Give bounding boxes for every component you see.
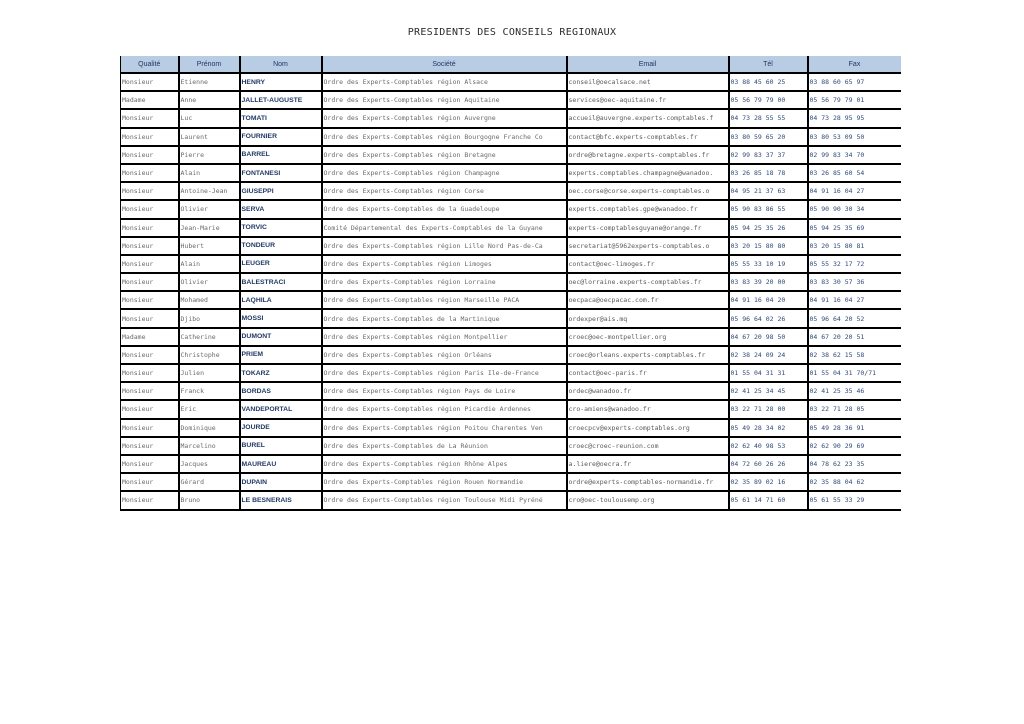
table-row bbox=[121, 128, 901, 146]
table-row bbox=[121, 109, 901, 127]
table-row bbox=[121, 182, 901, 200]
cell-fax: 05 49 28 36 91 bbox=[808, 419, 901, 437]
cell-qualite: Monsieur bbox=[121, 182, 179, 200]
cell-email: oec@lorraine.experts-comptables.fr bbox=[567, 273, 729, 291]
cell-nom: MOSSI bbox=[240, 309, 322, 327]
table-row bbox=[121, 273, 901, 291]
cell-societe: Ordre des Experts-Comptables région Rhône Alpes bbox=[322, 455, 567, 473]
cell-societe: Ordre des Experts-Comptables région Bretagne bbox=[322, 146, 567, 164]
cell-societe: Ordre des Experts-Comptables de la Guadeloupe bbox=[322, 200, 567, 218]
table-row bbox=[121, 473, 901, 491]
cell-nom: TONDEUR bbox=[240, 237, 322, 255]
cell-tel: 02 41 25 34 45 bbox=[729, 382, 808, 400]
header-qualite: Qualité bbox=[121, 56, 179, 73]
cell-prenom: Pierre bbox=[179, 146, 240, 164]
cell-nom: TOKARZ bbox=[240, 364, 322, 382]
cell-tel: 05 49 28 34 02 bbox=[729, 419, 808, 437]
header-prenom: Prénom bbox=[179, 56, 240, 73]
cell-prenom: Jean-Marie bbox=[179, 219, 240, 237]
header-email: Email bbox=[567, 56, 729, 73]
cell-societe: Ordre des Experts-Comptables région Marseille PACA bbox=[322, 291, 567, 309]
cell-qualite: Monsieur bbox=[121, 491, 179, 509]
cell-tel: 01 55 04 31 31 bbox=[729, 364, 808, 382]
cell-prenom: Luc bbox=[179, 109, 240, 127]
table-row bbox=[121, 219, 901, 237]
cell-email: ordre@experts-comptables-normandie.fr bbox=[567, 473, 729, 491]
cell-tel: 02 99 83 37 37 bbox=[729, 146, 808, 164]
cell-email: secretariat@5962experts-comptables.o bbox=[567, 237, 729, 255]
table-row bbox=[121, 200, 901, 218]
cell-societe: Ordre des Experts-Comptables région Alsace bbox=[322, 73, 567, 91]
cell-fax: 03 26 85 60 54 bbox=[808, 164, 901, 182]
cell-qualite: Madame bbox=[121, 328, 179, 346]
cell-tel: 04 72 60 26 26 bbox=[729, 455, 808, 473]
table-row bbox=[121, 309, 901, 327]
cell-nom: TOMATI bbox=[240, 109, 322, 127]
table-row bbox=[121, 437, 901, 455]
cell-nom: BALESTRACI bbox=[240, 273, 322, 291]
table-body bbox=[121, 73, 901, 510]
table-row bbox=[121, 455, 901, 473]
cell-fax: 02 99 83 34 70 bbox=[808, 146, 901, 164]
cell-prenom: Eric bbox=[179, 400, 240, 418]
cell-qualite: Monsieur bbox=[121, 473, 179, 491]
cell-qualite: Monsieur bbox=[121, 109, 179, 127]
header-row bbox=[121, 56, 901, 73]
cell-qualite: Monsieur bbox=[121, 164, 179, 182]
cell-email: ordexper@ais.mq bbox=[567, 309, 729, 327]
table-row bbox=[121, 400, 901, 418]
cell-tel: 05 55 33 10 19 bbox=[729, 255, 808, 273]
cell-societe: Ordre des Experts-Comptables région Limoges bbox=[322, 255, 567, 273]
cell-societe: Ordre des Experts-Comptables région Lille Nord Pas-de-Ca bbox=[322, 237, 567, 255]
cell-prenom: Hubert bbox=[179, 237, 240, 255]
cell-nom: LEUGER bbox=[240, 255, 322, 273]
cell-nom: VANDEPORTAL bbox=[240, 400, 322, 418]
cell-tel: 02 38 24 09 24 bbox=[729, 346, 808, 364]
cell-fax: 04 73 28 95 95 bbox=[808, 109, 901, 127]
table-header bbox=[121, 56, 901, 73]
cell-email: experts.comptables.gpe@wanadoo.fr bbox=[567, 200, 729, 218]
cell-fax: 02 62 90 29 69 bbox=[808, 437, 901, 455]
cell-fax: 02 35 88 04 62 bbox=[808, 473, 901, 491]
table-row bbox=[121, 419, 901, 437]
cell-email: croec@oec-montpellier.org bbox=[567, 328, 729, 346]
cell-prenom: Alain bbox=[179, 164, 240, 182]
cell-prenom: Etienne bbox=[179, 73, 240, 91]
cell-email: contact@oec-paris.fr bbox=[567, 364, 729, 382]
cell-fax: 01 55 04 31 70/71 bbox=[808, 364, 901, 382]
page-title: PRESIDENTS DES CONSEILS REGIONAUX bbox=[407, 27, 617, 38]
cell-email: cro@oec-toulousemp.org bbox=[567, 491, 729, 509]
cell-societe: Ordre des Experts-Comptables région Montpellier bbox=[322, 328, 567, 346]
cell-prenom: Olivier bbox=[179, 273, 240, 291]
cell-email: cro-amiens@wanadoo.fr bbox=[567, 400, 729, 418]
cell-qualite: Monsieur bbox=[121, 237, 179, 255]
cell-prenom: Laurent bbox=[179, 128, 240, 146]
cell-email: ordre@bretagne.experts-comptables.fr bbox=[567, 146, 729, 164]
cell-email: contact@bfc.experts-comptables.fr bbox=[567, 128, 729, 146]
cell-fax: 04 67 20 20 51 bbox=[808, 328, 901, 346]
cell-fax: 03 80 53 09 50 bbox=[808, 128, 901, 146]
header-societe: Société bbox=[322, 56, 567, 73]
cell-societe: Ordre des Experts-Comptables région Champagne bbox=[322, 164, 567, 182]
table-row bbox=[121, 346, 901, 364]
table-row bbox=[121, 364, 901, 382]
cell-fax: 05 61 55 33 29 bbox=[808, 491, 901, 509]
cell-email: experts.comptables.champagne@wanadoo. bbox=[567, 164, 729, 182]
table-row bbox=[121, 164, 901, 182]
cell-fax: 02 38 62 15 58 bbox=[808, 346, 901, 364]
cell-societe: Ordre des Experts-Comptables région Picardie Ardennes bbox=[322, 400, 567, 418]
cell-fax: 04 91 16 04 27 bbox=[808, 182, 901, 200]
table-row bbox=[121, 382, 901, 400]
cell-societe: Comité Départemental des Experts-Comptables de la Guyane bbox=[322, 219, 567, 237]
cell-societe: Ordre des Experts-Comptables région Aquitaine bbox=[322, 91, 567, 109]
cell-qualite: Monsieur bbox=[121, 309, 179, 327]
table-row bbox=[121, 328, 901, 346]
cell-qualite: Monsieur bbox=[121, 146, 179, 164]
table-row bbox=[121, 146, 901, 164]
cell-nom: BORDAS bbox=[240, 382, 322, 400]
cell-societe: Ordre des Experts-Comptables région Pays de Loire bbox=[322, 382, 567, 400]
cell-nom: TORVIC bbox=[240, 219, 322, 237]
cell-qualite: Monsieur bbox=[121, 291, 179, 309]
cell-prenom: Mohamed bbox=[179, 291, 240, 309]
cell-qualite: Monsieur bbox=[121, 73, 179, 91]
cell-prenom: Christophe bbox=[179, 346, 240, 364]
cell-email: conseil@oecalsace.net bbox=[567, 73, 729, 91]
cell-prenom: Bruno bbox=[179, 491, 240, 509]
cell-societe: Ordre des Experts-Comptables région Orléans bbox=[322, 346, 567, 364]
cell-tel: 03 26 85 18 78 bbox=[729, 164, 808, 182]
cell-nom: DUMONT bbox=[240, 328, 322, 346]
cell-prenom: Gérard bbox=[179, 473, 240, 491]
cell-qualite: Monsieur bbox=[121, 255, 179, 273]
cell-tel: 04 67 20 98 50 bbox=[729, 328, 808, 346]
cell-fax: 05 55 32 17 72 bbox=[808, 255, 901, 273]
cell-nom: SERVA bbox=[240, 200, 322, 218]
cell-nom: BARREL bbox=[240, 146, 322, 164]
cell-nom: BUREL bbox=[240, 437, 322, 455]
table-row bbox=[121, 73, 901, 91]
cell-qualite: Monsieur bbox=[121, 364, 179, 382]
cell-email: ordec@wanadoo.fr bbox=[567, 382, 729, 400]
cell-prenom: Olivier bbox=[179, 200, 240, 218]
cell-fax: 05 94 25 35 69 bbox=[808, 219, 901, 237]
cell-tel: 03 20 15 80 80 bbox=[729, 237, 808, 255]
cell-nom: FONTANESI bbox=[240, 164, 322, 182]
cell-qualite: Monsieur bbox=[121, 437, 179, 455]
cell-nom: JALLET-AUGUSTE bbox=[240, 91, 322, 109]
cell-email: oecpaca@oecpacac.com.fr bbox=[567, 291, 729, 309]
cell-tel: 02 35 89 02 16 bbox=[729, 473, 808, 491]
cell-fax: 04 91 16 04 27 bbox=[808, 291, 901, 309]
cell-nom: DUPAIN bbox=[240, 473, 322, 491]
cell-fax: 05 90 90 30 34 bbox=[808, 200, 901, 218]
cell-nom: FOURNIER bbox=[240, 128, 322, 146]
cell-tel: 03 80 59 65 20 bbox=[729, 128, 808, 146]
cell-fax: 03 88 60 65 97 bbox=[808, 73, 901, 91]
cell-prenom: Catherine bbox=[179, 328, 240, 346]
table-row bbox=[121, 91, 901, 109]
cell-tel: 02 62 40 98 53 bbox=[729, 437, 808, 455]
cell-societe: Ordre des Experts-Comptables région Auvergne bbox=[322, 109, 567, 127]
cell-prenom: Alain bbox=[179, 255, 240, 273]
header-nom: Nom bbox=[240, 56, 322, 73]
cell-tel: 05 61 14 71 60 bbox=[729, 491, 808, 509]
cell-societe: Ordre des Experts-Comptables de la Martinique bbox=[322, 309, 567, 327]
cell-tel: 04 73 28 55 55 bbox=[729, 109, 808, 127]
cell-fax: 02 41 25 35 46 bbox=[808, 382, 901, 400]
cell-qualite: Monsieur bbox=[121, 128, 179, 146]
cell-societe: Ordre des Experts-Comptables région Lorraine bbox=[322, 273, 567, 291]
cell-nom: LAQHILA bbox=[240, 291, 322, 309]
cell-tel: 03 88 45 60 25 bbox=[729, 73, 808, 91]
cell-prenom: Marcelino bbox=[179, 437, 240, 455]
cell-nom: HENRY bbox=[240, 73, 322, 91]
cell-fax: 04 78 62 23 35 bbox=[808, 455, 901, 473]
cell-qualite: Madame bbox=[121, 91, 179, 109]
cell-tel: 05 56 79 79 00 bbox=[729, 91, 808, 109]
cell-societe: Ordre des Experts-Comptables région Poitou Charentes Ven bbox=[322, 419, 567, 437]
cell-email: croec@croec-reunion.com bbox=[567, 437, 729, 455]
cell-nom: PRIEM bbox=[240, 346, 322, 364]
header-tel: Tél bbox=[729, 56, 808, 73]
cell-email: oec.corse@corse.experts-comptables.o bbox=[567, 182, 729, 200]
cell-qualite: Monsieur bbox=[121, 455, 179, 473]
cell-societe: Ordre des Experts-Comptables de La Réunion bbox=[322, 437, 567, 455]
cell-fax: 05 56 79 79 01 bbox=[808, 91, 901, 109]
cell-qualite: Monsieur bbox=[121, 382, 179, 400]
cell-societe: Ordre des Experts-Comptables région Bourgogne Franche Co bbox=[322, 128, 567, 146]
cell-tel: 05 90 83 86 55 bbox=[729, 200, 808, 218]
cell-fax: 05 96 64 20 52 bbox=[808, 309, 901, 327]
cell-email: croecpcv@experts-comptables.org bbox=[567, 419, 729, 437]
cell-email: accueil@auvergne.experts-comptables.f bbox=[567, 109, 729, 127]
cell-email: services@oec-aquitaine.fr bbox=[567, 91, 729, 109]
cell-qualite: Monsieur bbox=[121, 273, 179, 291]
cell-prenom: Jacques bbox=[179, 455, 240, 473]
table-row bbox=[121, 237, 901, 255]
cell-tel: 03 83 39 20 00 bbox=[729, 273, 808, 291]
cell-nom: GIUSEPPI bbox=[240, 182, 322, 200]
cell-tel: 04 91 16 04 20 bbox=[729, 291, 808, 309]
cell-qualite: Monsieur bbox=[121, 346, 179, 364]
cell-fax: 03 20 15 80 81 bbox=[808, 237, 901, 255]
cell-fax: 03 22 71 28 05 bbox=[808, 400, 901, 418]
cell-nom: LE BESNERAIS bbox=[240, 491, 322, 509]
cell-email: contact@oec-limoges.fr bbox=[567, 255, 729, 273]
cell-prenom: Djibo bbox=[179, 309, 240, 327]
cell-tel: 05 94 25 35 26 bbox=[729, 219, 808, 237]
cell-email: a.liere@oecra.fr bbox=[567, 455, 729, 473]
cell-prenom: Anne bbox=[179, 91, 240, 109]
cell-email: croec@orleans.experts-comptables.fr bbox=[567, 346, 729, 364]
table-row bbox=[121, 491, 901, 509]
cell-qualite: Monsieur bbox=[121, 419, 179, 437]
presidents-table bbox=[120, 56, 901, 511]
header-fax: Fax bbox=[808, 56, 901, 73]
table-row bbox=[121, 291, 901, 309]
table-row bbox=[121, 255, 901, 273]
cell-qualite: Monsieur bbox=[121, 400, 179, 418]
cell-prenom: Julien bbox=[179, 364, 240, 382]
cell-email: experts-comptablesguyane@orange.fr bbox=[567, 219, 729, 237]
cell-societe: Ordre des Experts-Comptables région Toulouse Midi Pyréné bbox=[322, 491, 567, 509]
cell-prenom: Dominique bbox=[179, 419, 240, 437]
cell-tel: 03 22 71 28 00 bbox=[729, 400, 808, 418]
cell-nom: JOURDE bbox=[240, 419, 322, 437]
cell-societe: Ordre des Experts-Comptables région Corse bbox=[322, 182, 567, 200]
cell-fax: 03 83 30 57 36 bbox=[808, 273, 901, 291]
cell-tel: 05 96 64 02 26 bbox=[729, 309, 808, 327]
cell-qualite: Monsieur bbox=[121, 200, 179, 218]
cell-tel: 04 95 21 37 63 bbox=[729, 182, 808, 200]
cell-societe: Ordre des Experts-Comptables région Rouen Normandie bbox=[322, 473, 567, 491]
cell-societe: Ordre des Experts-Comptables région Paris Ile-de-France bbox=[322, 364, 567, 382]
cell-prenom: Antoine-Jean bbox=[179, 182, 240, 200]
cell-nom: MAUREAU bbox=[240, 455, 322, 473]
cell-prenom: Franck bbox=[179, 382, 240, 400]
cell-qualite: Monsieur bbox=[121, 219, 179, 237]
